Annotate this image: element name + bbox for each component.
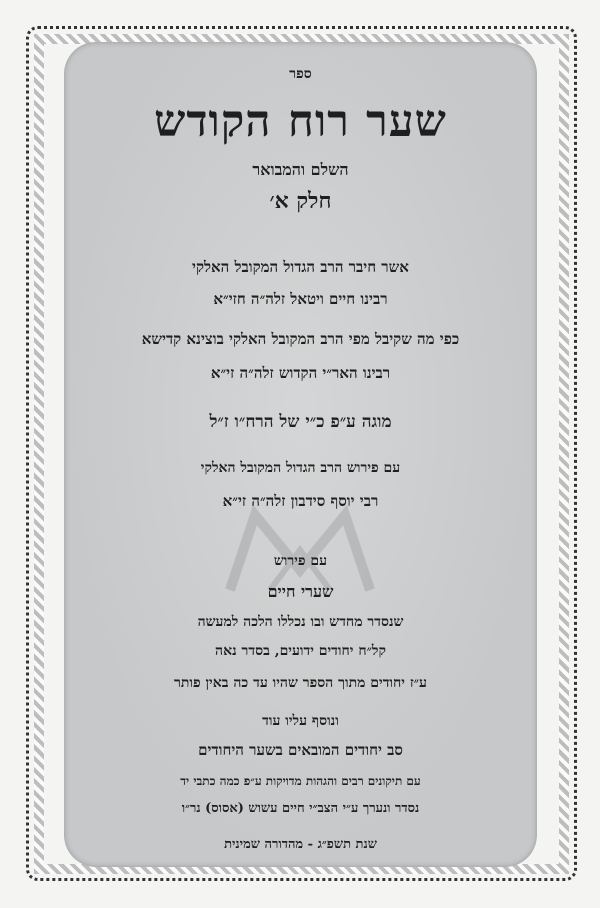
book-subtitle: השלם והמבואר (252, 160, 349, 179)
yichudim-line: קל״ח יחודים ידועים, בסדר נאה (215, 643, 386, 659)
commentator-name: רבי יוסף סידבון זלה״ה זי״א (222, 492, 379, 510)
yichudim-source-line: ע״ז יחודים מתוך הספר שהיו עד כה באין פותר (174, 675, 427, 691)
arrangement-line: שנסדר מחדש ובו נכללו הלכה למעשה (197, 614, 404, 630)
commentary-title: שערי חיים (267, 582, 334, 601)
proofread-line: מוגה ע״פ כ״י של הרח״ו ז״ל (209, 412, 392, 432)
added-label: ונוסף עליו עוד (262, 713, 339, 729)
commentary-intro: עם פירוש הרב הגדול המקובל האלקי (200, 460, 401, 476)
author-intro: אשר חיבר הרב הגדול המקובל האלקי (192, 258, 409, 276)
volume-part: חלק א׳ (269, 188, 332, 214)
all-yichudim-line: סב יחודים המובאים בשער היחודים (198, 741, 403, 759)
received-from-line: כפי מה שקיבל מפי הרב המקובל האלקי בוצינא קדישא (141, 330, 460, 348)
book-label: ספר (289, 66, 312, 82)
ari-line: רבינו האר״י הקדוש זלה״ה זי״א (210, 364, 391, 382)
author-name: רבינו חיים ויטאל זלה״ה חזי״א (213, 290, 388, 308)
corrections-line: עם תיקונים רבים והגהות מדויקות ע״פ כמה כתבי יד (180, 774, 421, 788)
with-commentary-label: עם פירוש (273, 553, 328, 569)
edition-line: שנת תשפ״ג - מהדורה שמינית (224, 837, 377, 852)
book-title: שער רוח הקודש (154, 96, 447, 147)
arranged-by-line: נסדר ונערך ע״י הצב״י חיים עשוש (אסוס) נר״ו (181, 801, 420, 816)
